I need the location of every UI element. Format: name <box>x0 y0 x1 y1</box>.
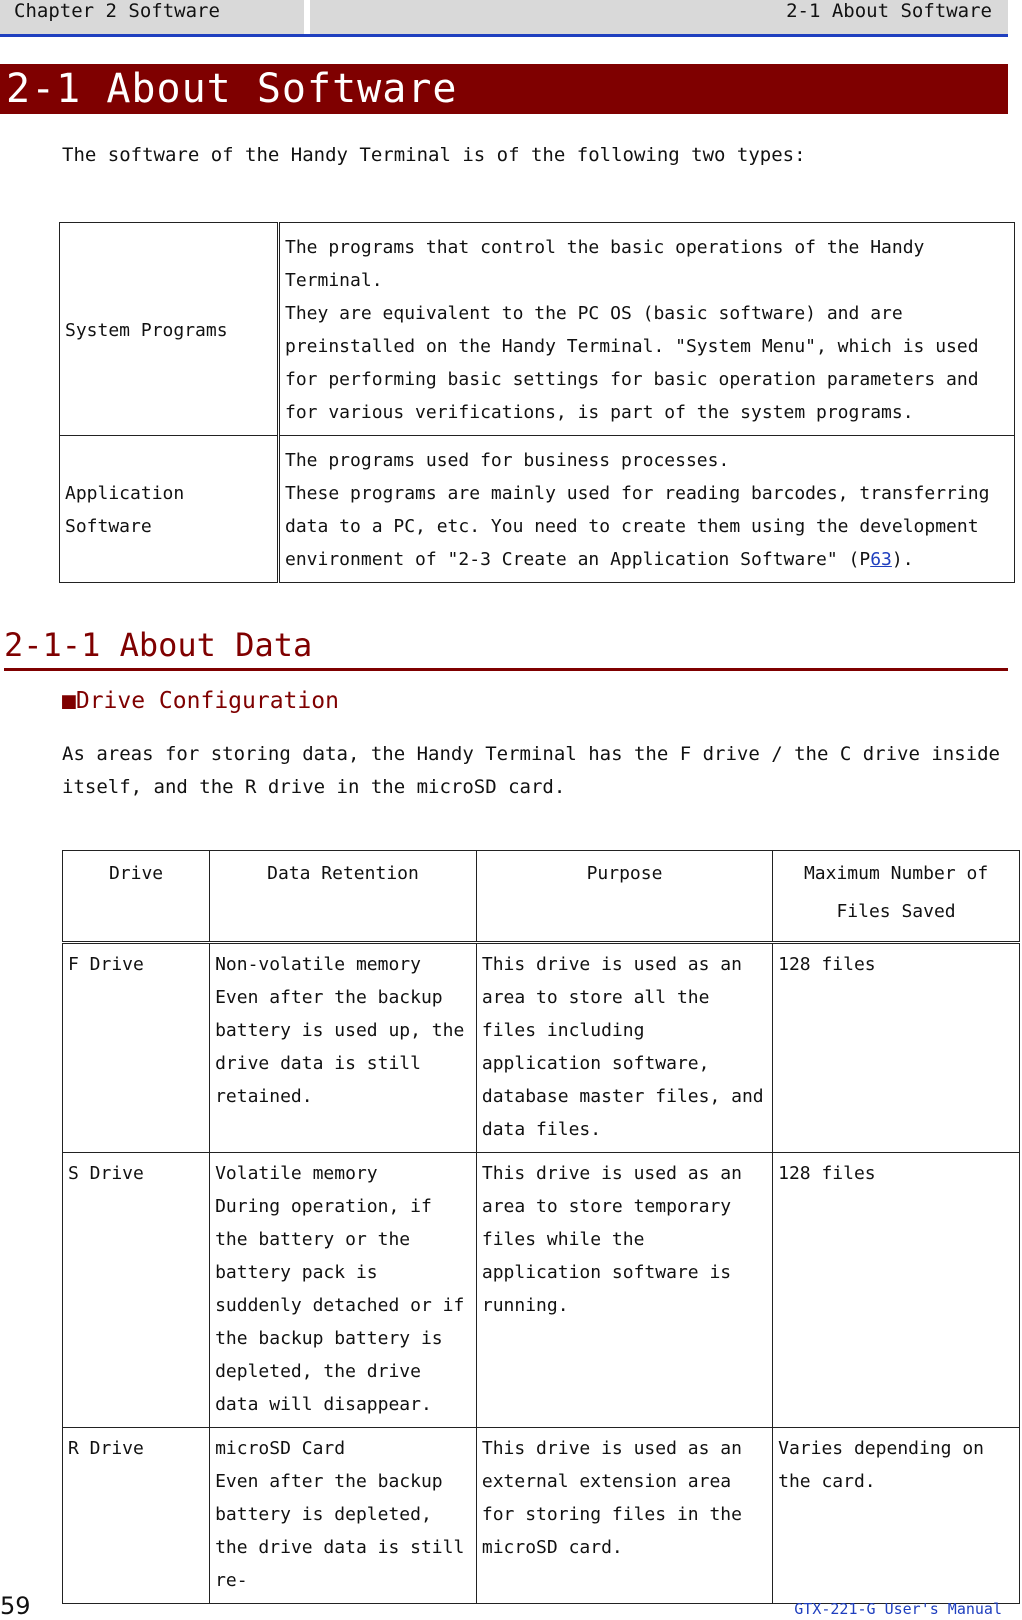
drive-config-text: As areas for storing data, the Handy Terminal has the F drive / the C drive inside itself, and the R drive in the microSD card. <box>62 743 1000 798</box>
description-line: The programs used for business processes. <box>285 450 730 471</box>
retention-cell: microSD Card Even after the backup battery is depleted, the drive data is still re- <box>210 1428 477 1604</box>
max-files-cell: Varies depending on the card. <box>773 1428 1020 1604</box>
column-header: Purpose <box>476 851 772 943</box>
table-row <box>60 223 1015 436</box>
manual-name: GTX-221-G User's Manual <box>794 1600 1002 1618</box>
subsection-heading <box>4 626 1008 671</box>
description-detail: They are equivalent to the PC OS (basic software) and are preinstalled on the Handy Terminal. "System Menu", which is used for performing basic settings for basic operation parameters and for various verifications, is part of the system programs. <box>285 303 979 423</box>
drive-table <box>62 850 1020 1604</box>
purpose-cell: This drive is used as an area to store all the files including application software, database master files, and data files. <box>476 943 772 1153</box>
page-reference-link[interactable]: 63 <box>870 549 892 570</box>
column-header: Maximum Number of Files Saved <box>773 851 1020 943</box>
header-divider <box>304 0 310 34</box>
page-header <box>0 0 1008 37</box>
max-files-cell: 128 files <box>773 1153 1020 1428</box>
table-header-row <box>63 851 1020 943</box>
page-number: 59 <box>0 1592 31 1620</box>
software-type-description <box>279 436 1015 583</box>
drive-config-heading: ■Drive Configuration <box>62 688 339 714</box>
table-row <box>63 1153 1020 1428</box>
description-detail: These programs are mainly used for reading barcodes, transferring data to a PC, etc. You need to create them using the development environment of "2-3 Create an Application Software" (P63). <box>285 483 990 570</box>
chapter-label: Chapter 2 Software <box>14 0 220 22</box>
software-type-label: Application Software <box>60 436 279 583</box>
section-title-bar <box>0 64 1008 114</box>
drive-cell: R Drive <box>63 1428 210 1604</box>
page-title: 2-1 About Software <box>6 66 458 112</box>
drive-cell: S Drive <box>63 1153 210 1428</box>
purpose-cell: This drive is used as an external extension area for storing files in the microSD card. <box>476 1428 772 1604</box>
retention-cell: Non-volatile memory Even after the backup battery is used up, the drive data is still retained. <box>210 943 477 1153</box>
table-row <box>63 1428 1020 1604</box>
retention-cell: Volatile memory During operation, if the battery or the battery pack is suddenly detached or if the backup battery is depleted, the drive data will disappear. <box>210 1153 477 1428</box>
column-header: Data Retention <box>210 851 477 943</box>
table-row <box>60 436 1015 583</box>
intro-text: The software of the Handy Terminal is of the following two types: <box>62 144 806 166</box>
software-types-table <box>59 222 1015 583</box>
section-label: 2-1 About Software <box>786 0 992 22</box>
software-type-label: System Programs <box>60 223 279 436</box>
drive-cell: F Drive <box>63 943 210 1153</box>
software-type-description <box>279 223 1015 436</box>
purpose-cell: This drive is used as an area to store temporary files while the application software is running. <box>476 1153 772 1428</box>
subsection-title: 2-1-1 About Data <box>4 626 313 664</box>
column-header: Drive <box>63 851 210 943</box>
description-line: The programs that control the basic operations of the Handy Terminal. <box>285 237 925 291</box>
table-row <box>63 943 1020 1153</box>
max-files-cell: 128 files <box>773 943 1020 1153</box>
